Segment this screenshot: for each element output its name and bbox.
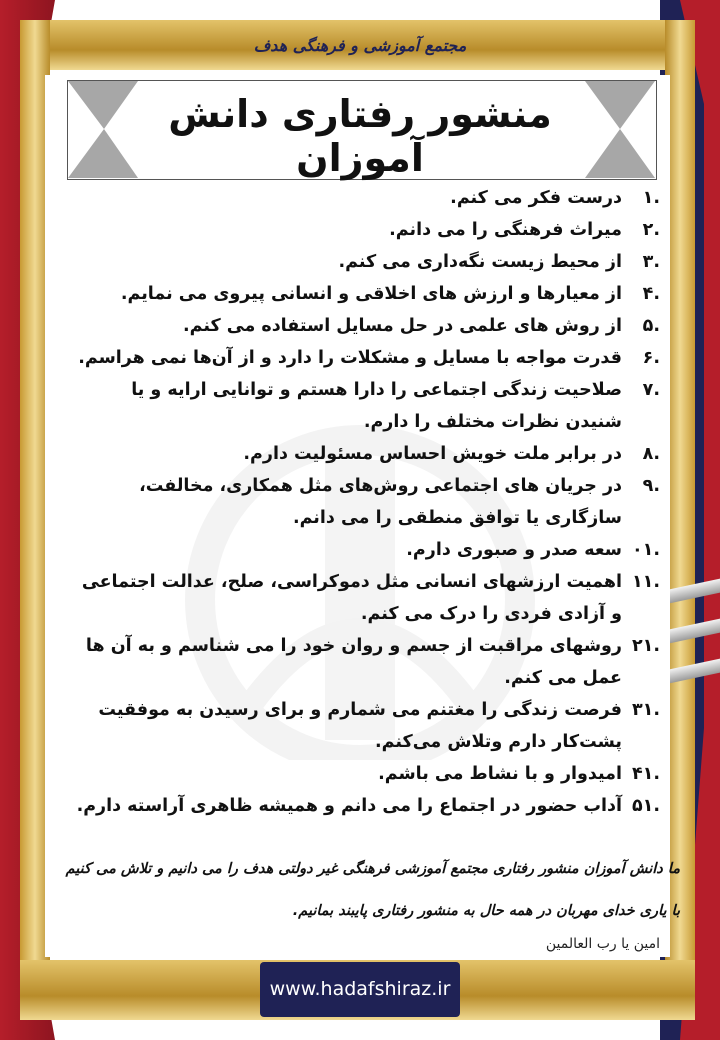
item-text: صلاحیت زندگی اجتماعی را دارا هستم و توانایی ارایه و یا شنیدن نظرات مختلف را دارم. — [131, 380, 622, 432]
item-text: از روش های علمی در حل مسایل استفاده می کنم. — [182, 316, 622, 336]
list-item — [70, 438, 660, 470]
list-item — [70, 694, 660, 758]
pledge-text: ما دانش آموزان منشور رفتاری مجتمع آموزشی فرهنگی غیر دولتی هدف را می دانیم و تلاش می کنیم با یاری خدای مهربان در همه حال به منشور رفتاری پایبند بمانیم. — [65, 861, 680, 919]
page-title: منشور رفتاری دانش آموزان — [168, 92, 552, 180]
item-text: اهمیت ارزشهای انسانی مثل دموکراسی، صلح، عدالت اجتماعی و آزادی فردی را درک می کنم. — [81, 572, 622, 624]
item-text: میراث فرهنگی را می دانم. — [389, 220, 622, 240]
item-number: .۳۱ — [631, 700, 660, 720]
item-number: .۱ — [642, 188, 660, 208]
item-number: .۱۱ — [631, 572, 660, 592]
list-item — [70, 630, 660, 694]
item-number: .۸ — [642, 444, 660, 464]
org-name: مجتمع آموزشی و فرهنگی هدف — [253, 36, 467, 55]
item-number: .۴ — [642, 284, 660, 304]
item-number: .۰۱ — [631, 540, 660, 560]
item-text: روشهای مراقبت از جسم و روان خود را می شناسم و به آن ها عمل می کنم. — [85, 636, 622, 688]
item-number: .۷ — [642, 380, 660, 400]
list-item — [70, 470, 660, 534]
item-number: .۵۱ — [631, 796, 660, 816]
item-number: .۲ — [642, 220, 660, 240]
list-item — [70, 566, 660, 630]
item-text: فرصت زندگی را مغتنم می شمارم و برای رسیدن به موفقیت پشت‌کار دارم وتلاش می‌کنم. — [98, 700, 622, 752]
list-item — [70, 758, 660, 790]
item-text: از معیارها و ارزش های اخلاقی و انسانی پیروی می نمایم. — [120, 284, 622, 304]
list-item — [70, 246, 660, 278]
item-text: در برابر ملت خویش احساس مسئولیت دارم. — [243, 444, 622, 464]
list-item — [70, 214, 660, 246]
item-text: درست فکر می کنم. — [450, 188, 622, 208]
website-link[interactable]: www.hadafshiraz.ir — [269, 978, 451, 1000]
list-item — [70, 310, 660, 342]
list-item — [70, 182, 660, 214]
item-number: .۲۱ — [631, 636, 660, 656]
item-number: .۳ — [642, 252, 660, 272]
list-item — [70, 342, 660, 374]
list-item — [70, 278, 660, 310]
item-text: امیدوار و با نشاط می باشم. — [378, 764, 622, 784]
item-number: .۹ — [642, 476, 660, 496]
list-item — [70, 374, 660, 438]
amen-text: امین یا رب العالمین — [545, 936, 660, 952]
item-text: سعه صدر و صبوری دارم. — [406, 540, 622, 560]
item-number: .۵ — [642, 316, 660, 336]
list-item — [70, 534, 660, 566]
item-number: .۴۱ — [631, 764, 660, 784]
item-text: قدرت مواجه با مسایل و مشکلات را دارد و از آن‌ها نمی هراسم. — [78, 348, 622, 368]
item-text: از محیط زیست نگه‌داری می کنم. — [338, 252, 622, 272]
item-text: آداب حضور در اجتماع را می دانم و همیشه ظاهری آراسته دارم. — [76, 796, 622, 816]
item-text: در جریان های اجتماعی روش‌های مثل همکاری، مخالفت، سازگاری یا توافق منطقی را می دانم. — [139, 476, 622, 528]
charter-list — [70, 182, 660, 822]
list-item — [70, 790, 660, 822]
item-number: .۶ — [642, 348, 660, 368]
